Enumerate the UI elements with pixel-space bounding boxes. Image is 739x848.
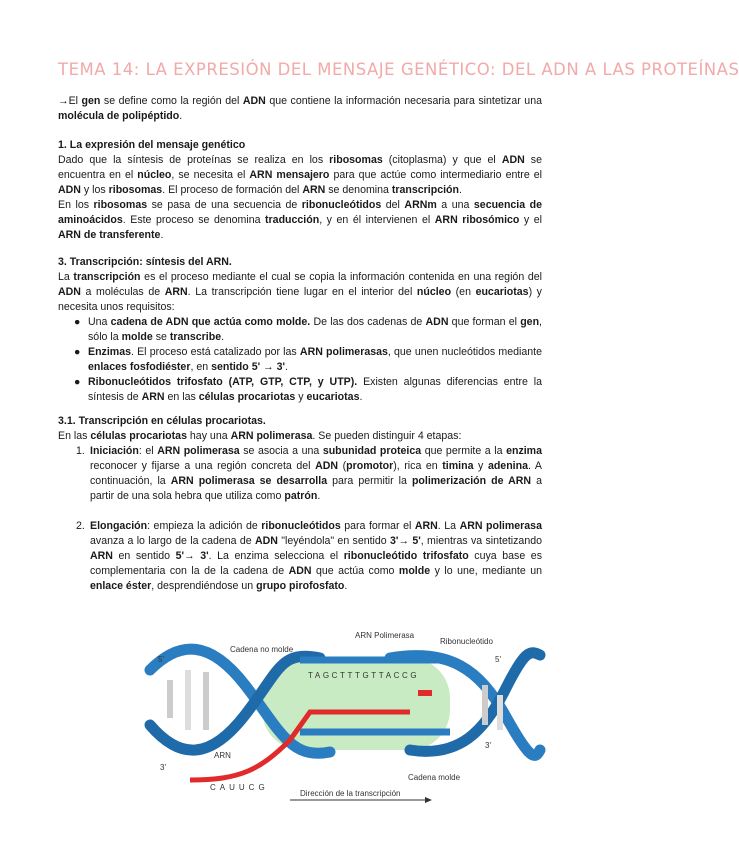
label-cadena-no-molde: Cadena no molde [230,645,294,654]
label-arn: ARN [214,751,231,760]
label-arn-polimerasa: ARN Polimerasa [355,631,415,640]
transcription-diagram [150,630,540,805]
label-3-right: 3' [485,741,491,750]
label-3-left: 3' [160,763,166,772]
top-bases-text: TAGCTTTGTTACCG [308,671,420,680]
direction-arrow-icon [425,797,432,803]
intro-paragraph: →El gen se define como la región del ADN que contiene la información necesaria para sintetizar una molécula de polipéptido. [58,95,542,122]
section-1-heading: 1. La expresión del mensaje genético [58,139,246,151]
section-3-1 [58,414,542,594]
section-3-paragraph-1: La transcripción es el proceso mediante el cual se copia la información contenida en una región del ADN a moléculas de ARN. La transcripción tiene lugar en el interior del núcleo (en eucariotas) y necesita unos requisitos: [58,271,542,313]
label-5-right: 5' [495,655,501,664]
list-spacer [58,504,542,519]
bullet-icon: ● [74,376,81,388]
label-5-left: 5' [158,655,164,664]
bullet-icon: ● [74,316,81,328]
stages-list [58,444,542,594]
list-item: ● Una cadena de ADN que actúa como molde. De las dos cadenas de ADN que forman el gen, sólo la molde se transcribe. [74,316,542,343]
bottom-bases-text: CAUUCG [210,783,269,792]
section-3-1-heading: 3.1. Transcripción en células procariotas. [58,415,266,427]
bullet-icon: ● [74,346,81,358]
section-1-paragraph-2: En los ribosomas se pasa de una secuencia de ribonucleótidos del ARNm a una secuencia de aminoácidos. Este proceso se denomina traducción, y en él intervienen el ARN ribosómico y el ARN de transferente. [58,199,543,241]
section-3-heading: 3. Transcripción: síntesis del ARN. [58,256,232,268]
ribonucleotido-shape [418,690,432,696]
list-item: ● Ribonucleótidos trifosfato (ATP, GTP, CTP, y UTP). Existen algunas diferencias entre la síntesis de ARN en las células procariotas y eucariotas. [74,376,542,403]
section-3-1-paragraph: En las células procariotas hay una ARN polimerasa. Se pueden distinguir 4 etapas: [58,430,462,442]
label-direccion: Dirección de la transcripción [300,789,401,798]
section-1-paragraph-1: Dado que la síntesis de proteínas se realiza en los ribosomas (citoplasma) y que el ADN se encuentra en el núcleo, se necesita el ARN mensajero para que actúe como intermediario entre el ADN y los ribosomas. El proceso de formación del ARN se denomina transcripción. [58,154,543,196]
list-item-iniciacion: 1. Iniciación: el ARN polimerasa se asocia a una subunidad proteica que permite a la enzima reconocer y fijarse a una región concreta del ADN (promotor), rica en timina y adenina. A continuación, la ARN polimerasa se desarrolla para permitir la polimerización de ARN a partir de una sola hebra que utiliza como patrón. [76,445,542,502]
section-3 [58,255,542,405]
list-item-elongacion: 2. Elongación: empieza la adición de ribonucleótidos para formar el ARN. La ARN polimerasa avanza a lo largo de la cadena de ADN "leyéndola" en sentido 3'→ 5', mientras va sintetizando ARN en sentido 5'→ 3'. La enzima selecciona el ribonucleótido trifosfato cuya base es complementaria con la de la cadena de ADN que actúa como molde y lo une, mediante un enlace éster, desprendiéndose un grupo pirofosfato. [76,520,542,592]
label-cadena-molde: Cadena molde [408,773,461,782]
label-ribonucleotido: Ribonucleótido [440,637,493,646]
section-1 [58,138,542,243]
arrow-icon: → [58,95,69,107]
requirements-list [58,315,542,405]
list-item: ● Enzimas. El proceso está catalizado por las ARN polimerasas, que unen nucleótidos mediante enlaces fosfodiéster, en sentido 5' → 3'. [74,346,542,373]
page-title: TEMA 14: LA EXPRESIÓN DEL MENSAJE GENÉTICO: DEL ADN A LAS PROTEÍNAS [58,60,739,79]
